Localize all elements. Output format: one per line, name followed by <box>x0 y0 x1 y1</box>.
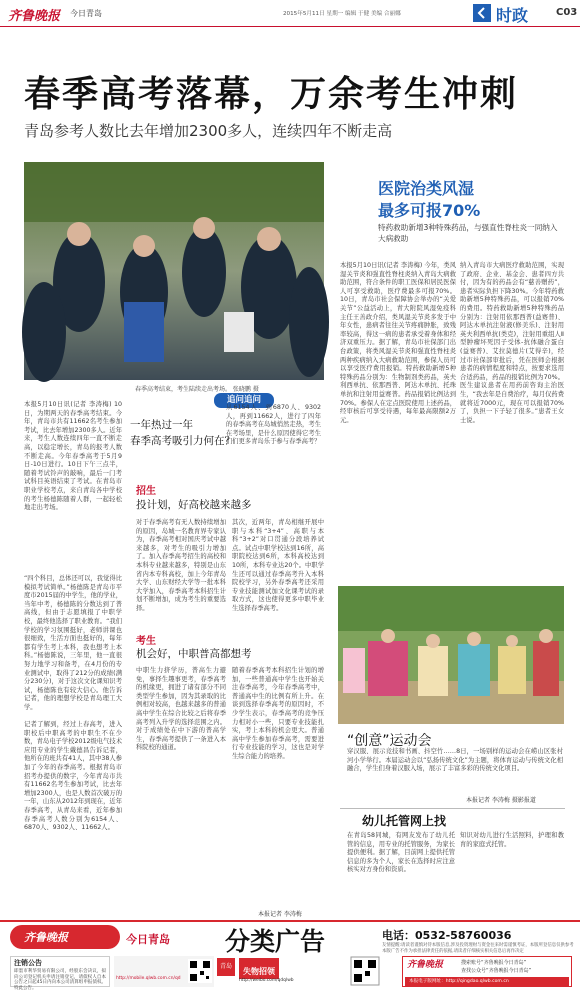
campus-body: 穿汉服、展示竞技和书画、抖空竹……8日，一场别样的运动会在崂山区张村河小学举行。本届运动会以“弘扬传统文化”为主题，将体育运动与传统文化相融合，学生们身着汉服入场，展示了丰富多彩的传统文化项目。 <box>347 748 563 773</box>
childcare-body-b: 知识对幼儿进行生活照料，护理和教育的家庭式托管。 <box>460 832 564 848</box>
masthead <box>0 0 580 26</box>
ad-title: 分类广告 <box>225 927 326 956</box>
sub1-body-a: 对于春季高考有无人数持续增加的原因，岛城一名教育界专家认为，春季高考相对国庆考试中越来越多，对考生的吸引力增加了。加入春季高考招生的高校和本科专业越来越多，特别是山东省内本专科高校，加上今年青岛大学、山东财经大学等一批本科大学加入，春季高考本科招生计划不断增加，成为考生的重要选择。 <box>136 519 226 612</box>
wechat-line-1: 搜索账号“齐鲁晚报今日青岛” <box>461 960 527 966</box>
medical-title-1: 医院治类风湿 <box>378 179 475 198</box>
ad-right-logo: 齐鲁晚报 <box>407 960 444 970</box>
ad-mid-url[interactable]: http://weibo.com/qdqlwb <box>239 978 294 983</box>
students-photo-image <box>24 162 324 380</box>
exam-body-2: “四个科目，总体还可以，我觉得比模拟考试简单。”杨德陈是青岛市平度市2015届的中学生，他的学业，当年中考，杨德陈的分数达到了普高线，但由于志愿填报了中职学校，最终他选择了职业教育。“我们学校的学习氛围挺好，老师讲课也很细致，生活方面也挺好的，每年都有学生考上本科，我也想考上本科。”杨德陈说，三年里，他一直很努力地学习和备考，在4月份的专业测试中，取得了212分的成绩(满分230分)，对于这次文化课知识考试，杨德陈也有较大信心。他告诉记者，他的理想学校是青岛理工大学。 <box>24 575 122 711</box>
medical-title-2: 最多可报70% <box>378 201 481 220</box>
wechat-qr-icon <box>351 957 379 985</box>
ad-phone-box[interactable]: 本报电子版网址：http://qingdao.qlwb.com.cn <box>405 977 569 986</box>
sub1-title: 投计划，好高校越来越多 <box>136 499 252 511</box>
sub2-body-a: 中职生力挤学历，普高生力避免，事择生趣事更考，春季高考的机缘更，拥进了诸有部分不同类型学生参加，因为其录取的比例相对较高，也越来越多的普通高中学生在综合比较之后将春季高考列入升学的选择范围之内。对于成绩处在中下游的普高学生，春季高考提供了一条进入本科院校的通道。 <box>136 667 226 752</box>
masthead-edition: 今日青岛 <box>70 9 102 18</box>
jobs-title <box>239 958 279 979</box>
campus-photo <box>338 586 564 724</box>
campus-photo-image <box>338 586 564 724</box>
ad-block-jobs <box>217 956 327 987</box>
ad-note-1: 友情提醒:请读者谨慎对待本版信息,涉及投资理财与资金往来时需谨慎考证，本版所登信息仅供参考 <box>382 943 574 948</box>
sub1-heading: 招生 <box>136 486 156 497</box>
ad-block-right <box>402 956 572 987</box>
notice-box <box>10 956 110 991</box>
page-number: C03 <box>556 7 578 18</box>
feature-lead: 从6154人、到6870人、9302人，再到11662人，进行了四年的春季高考在岛城悄然走热，考生在考场里，是什么原因使得它考生们们更多青岛乐于参与春季高考？ <box>226 404 321 446</box>
ad-logo <box>10 925 120 949</box>
ad-logo-text: 齐鲁晚报 <box>24 931 68 944</box>
masthead-meta: 2015年5月11日 星期一 编辑 于健 美编 合丽娜 <box>283 11 401 17</box>
section-title: 时政 <box>496 6 529 25</box>
masthead-logo: 齐鲁晚报 <box>8 9 61 24</box>
feature-byline: 本报记者 李涛梅 <box>258 911 302 918</box>
notice-title: 注销公告 <box>14 959 42 967</box>
ad-note-2: 本版广告不作为承担法律责任的依据,请读者仔细核实相关信息后再作决定 <box>382 949 524 954</box>
ad-block-qr <box>114 956 214 987</box>
sub1-body-b: 其次，近两年，青岛相继开展中职与本科“3+4”、高职与本科“3+2”对口贯通分段培养试点。试点中职学校达到16所，高职院校达到6所，本科高校达到10所，本科专业达20个。中职学生还可以通过春季高考升入本科院校学习，另外春季高考还采用专业技能测试加文化课考试的录取方式，这也使得更多中职毕业生选择春季高考。 <box>232 519 324 612</box>
photo1-caption: 春季高考结束，考生陆续走出考场。 张晓鹏 摄 <box>135 386 259 393</box>
section-tab <box>470 2 555 24</box>
feature-title-2: 春季高考吸引力何在？ <box>130 435 235 447</box>
exam-body-1: 本报5月10日讯(记者 李涛梅) 10日，为期两天的春季高考结束。今年，青岛市共有11662名考生参加考试，比去年增加2300多人。近年来，考生人数连续四年一直不断走高，以稳定增长，青岛的报考人数不断走高。今年春季高考于5月9日-10日进行。10日下午三点半，随着考试铃声的敲响，最后一门考试科目英语结束了考试。在青岛市职业学校考点，来自青岛各中学校的考生杨德陈随着人群，一起轻松地走出考场。 <box>24 401 122 512</box>
exam-photo <box>24 162 324 380</box>
ad-phone: 电话：0532-58760036 <box>382 929 512 942</box>
medical-body: 本报5月10日讯(记者 李涛梅) 今年，类风湿关节炎和强直性脊柱炎纳入青岛大病救助范围，符合条件的职工医保和居民医保人可享受救助，医疗费最多可报70%。10日，青岛市社会保障协会举办的“关爱关节”公益活动上，青大附院风湿免疫科主任王善政介绍，类风湿关节炎多发于中年女性，患病者往往关节疼痛肿胀，致残率较高，得这一病的患者承受着身体和经济双重压力。据了解，青岛市社保部门出台政策，将类风湿关节炎和强直性脊柱炎两种疾病纳入大病救助范围，参保人员可以享受医疗费用报销。特药救助新增5种特殊药品分别为：生物制剂类药品，英夫利西单抗、依那西普、阿达木单抗、托珠单抗和注射用益赛普。药品报销比例达到70%。参保人在定点医院使用上述药品，经审核后可享受待遇，每年最高限额2万元。 <box>340 262 456 424</box>
jobs-title-text: 失物招领 <box>243 967 275 976</box>
headline: 春季高考落幕，万余考生冲刺 <box>24 73 519 115</box>
ad-edition: 今日青岛 <box>126 933 170 946</box>
section-chevron-icon <box>472 3 492 23</box>
ad-web[interactable]: http://mobile.qlwb.com.cn/qd <box>116 976 181 981</box>
exam-body-3: 记者了解到，经过上春高考，进入职校后中职高考的中职生不在少数，青岛电子学校2012级电气技术应用专业的学生戴德昌告诉记者，他所在的班共有41人，其中38人参加了今年的春季高考。根据青岛市招考办提供的数字，今年青岛市共有11662名考生参加考试，比去年增加2300人，也是人数首次破万的一年，山东从2012年到现在，近年春季高考，从青岛来看，近年参加春季高考人数分别为6154人、6870人、9302人、11662人。 <box>24 721 122 832</box>
qr-code-icon <box>188 959 212 983</box>
sub2-body-b: 随着春季高考本科招生计划的增加，一些普通高中学生也开始关注春季高考，今年春季高考中，普通高中生的比例有所上升。在谈到选择春季高考的原因时，不少学生表示，春季高考的竞争压力相对小一些，只要专业技能扎实，考上本科的机会更大。普通高中学生参加春季高考，需要进行专业技能的学习，这也是对学生综合能力的培养。 <box>232 667 324 760</box>
childcare-body-a: 在青岛58同城，有网友发布了幼儿托管的信息，用专业的托管服务，为家长提供便利。据了解，目前网上提供托管信息的多为个人，家长在选择时应注意核实对方身份和资质。 <box>347 832 455 874</box>
notice-body: 即墨市利华贸易有限公司，经股东会决议，拟向公司登记机关申请注销登记，请债权人自本公告之日起45日内向本公司清算组申报债权。特此公告。 <box>14 969 106 991</box>
sub2-title: 机会好，中职普高都想考 <box>136 648 252 660</box>
ad-block-wechat <box>332 956 398 987</box>
jobs-badge: 青岛 <box>217 958 235 976</box>
medical-body-2: 纳入青岛市大病医疗救助范围，实现了政府、企业、基金会、患者四方共付，因为有的药品会有“慈善赠药”，患者实际负担下降30%。今年特药救助新增5种特殊药品，可以报销70%的费用。特药救助新增5种特殊药品分别为：注射用依那西普(益赛普)、阿达木单抗注射液(修美乐)、注射用英夫利西单抗(类克)，注射用重组人Ⅱ型肿瘤坏死因子受体-抗体融合蛋白(益赛普)、艾拉莫德片(艾得辛)，经过市社保部审批后，凭在医师会根据患者的病情程度和特点，按要求选用合适药品，药品的报销比例为70%。医生建议患者在用药前咨询主治医生，“我去年是自费治疗，每月仅药费就将近7000元，现在可以报销70%了，负担一下子轻了很多。”患者王女士说。 <box>460 262 565 424</box>
medical-sub: 特药救助新增3种特殊药品，与强直性脊柱炎一同纳入大病救助 <box>378 223 558 243</box>
subhead: 青岛参考人数比去年增加2300多人，连续四年不断走高 <box>24 122 393 140</box>
sub2-heading: 考生 <box>136 636 156 647</box>
childcare-title: 幼儿托管网上找 <box>362 814 447 828</box>
campus-credit: 本报记者 李涛梅 摄影报道 <box>466 797 536 804</box>
feature-label-text: 追问追问 <box>226 395 261 405</box>
feature-title-1: 一年热过一年 <box>130 419 193 431</box>
campus-title: “创意”运动会 <box>347 733 432 749</box>
wechat-line-2: 查找公众号“齐鲁晚报今日青岛” <box>461 968 532 974</box>
